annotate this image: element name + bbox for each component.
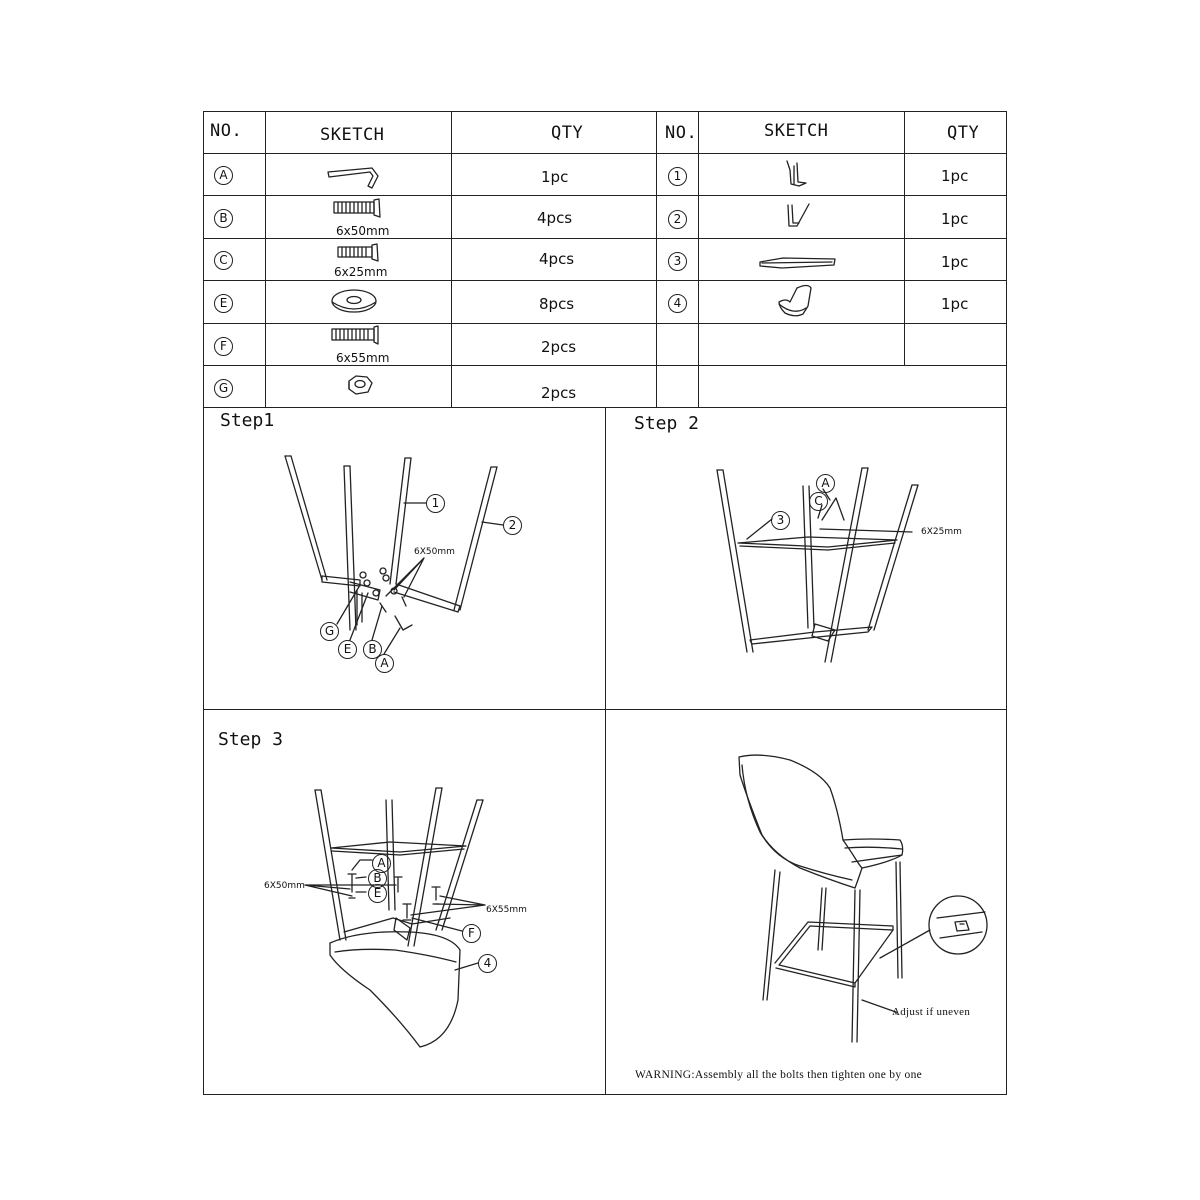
warning-text: WARNING:Assembly all the bolts then tighten one by one (635, 1069, 923, 1081)
qty-value: 2pcs (541, 338, 577, 356)
bolt-size-label: 6x55mm (336, 351, 390, 365)
header-sketch: SKETCH (320, 125, 385, 145)
part-letter-e: E (214, 294, 233, 313)
header-no: NO. (665, 123, 698, 143)
bolt-size-label: 6x50mm (336, 224, 390, 238)
qty-value: 8pcs (539, 295, 575, 313)
callout-a: A (816, 474, 835, 493)
header-qty: QTY (947, 123, 980, 143)
part-number-4: 4 (668, 294, 687, 313)
callout-a: A (375, 654, 394, 673)
callout-part-3: 3 (771, 511, 790, 530)
bolt-label: 6X50mm (414, 547, 455, 557)
callout-part-1: 1 (426, 494, 445, 513)
callout-e: E (338, 640, 357, 659)
step-1-title: Step1 (220, 410, 275, 431)
bolt-label: 6X50mm (264, 881, 305, 891)
callout-e: E (368, 884, 387, 903)
qty-value: 1pc (941, 253, 969, 271)
bolt-size-label: 6x25mm (334, 265, 388, 279)
callout-g: G (320, 622, 339, 641)
part-letter-c: C (214, 251, 233, 270)
part-letter-f: F (214, 337, 233, 356)
part-number-3: 3 (668, 252, 687, 271)
part-number-1: 1 (668, 167, 687, 186)
callout-c: C (809, 492, 828, 511)
callout-part-2: 2 (503, 516, 522, 535)
callout-b: B (368, 869, 387, 888)
header-qty: QTY (551, 123, 584, 143)
qty-value: 4pcs (537, 209, 573, 227)
bolt-label: 6X25mm (921, 527, 962, 537)
header-no: NO. (210, 121, 243, 141)
qty-value: 1pc (541, 168, 569, 186)
header-sketch: SKETCH (764, 121, 829, 141)
callout-a: A (372, 854, 391, 873)
callout-f: F (462, 924, 481, 943)
qty-value: 1pc (941, 167, 969, 185)
qty-value: 1pc (941, 295, 969, 313)
qty-value: 4pcs (539, 250, 575, 268)
step-2-title: Step 2 (634, 413, 700, 434)
part-letter-g: G (214, 379, 233, 398)
adjust-label: Adjust if uneven (892, 1006, 971, 1018)
step-3-title: Step 3 (218, 729, 284, 750)
part-letter-a: A (214, 166, 233, 185)
callout-part-4: 4 (478, 954, 497, 973)
bolt-label: 6X55mm (486, 905, 527, 915)
qty-value: 2pcs (541, 384, 577, 402)
callout-b: B (363, 640, 382, 659)
qty-value: 1pc (941, 210, 969, 228)
part-letter-b: B (214, 209, 233, 228)
part-number-2: 2 (668, 210, 687, 229)
